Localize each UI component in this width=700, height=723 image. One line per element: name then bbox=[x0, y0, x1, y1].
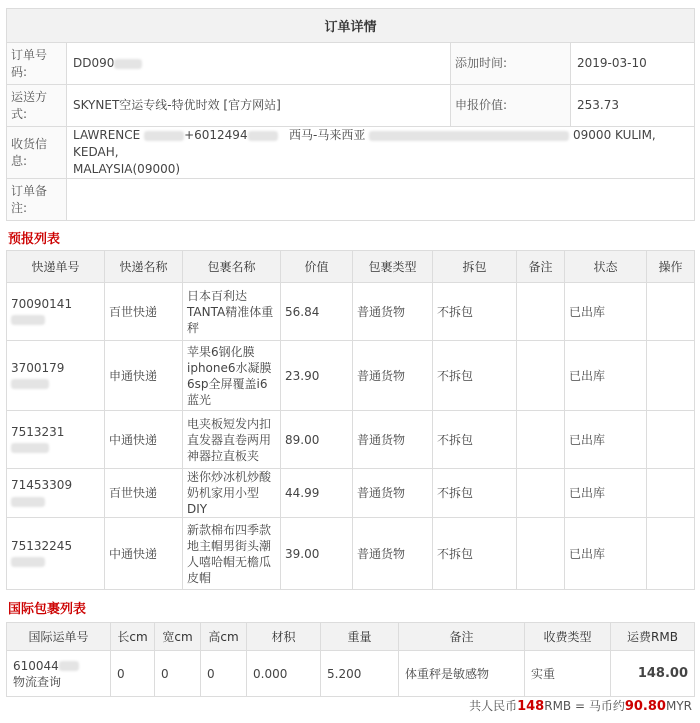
package-name-cell: 电夹板短发内扣直发器直卷两用神器拉直板夹 bbox=[183, 411, 281, 469]
type-cell: 普通货物 bbox=[353, 341, 433, 411]
status-cell: 已出库 bbox=[565, 411, 647, 469]
col-waybill: 国际运单号 bbox=[7, 623, 111, 651]
table-row bbox=[7, 283, 695, 341]
package-name-cell: 新款棉布四季款地主帽男街头潮人嘻哈帽无檐瓜皮帽 bbox=[183, 518, 281, 590]
value-cell: 39.00 bbox=[281, 518, 353, 590]
added-time-label: 添加时间: bbox=[451, 43, 571, 85]
tracking-cell bbox=[7, 411, 105, 469]
tracking-cell bbox=[7, 283, 105, 341]
tracking-cell bbox=[7, 518, 105, 590]
courier-cell: 申通快递 bbox=[105, 341, 183, 411]
col-remark: 备注 bbox=[517, 251, 565, 283]
status-cell: 已出库 bbox=[565, 283, 647, 341]
value-cell: 23.90 bbox=[281, 341, 353, 411]
prereport-title: 预报列表 bbox=[8, 232, 61, 247]
added-time-value: 2019-03-10 bbox=[571, 43, 695, 85]
action-cell bbox=[647, 283, 695, 341]
receiver-city: 09000 KULIM, KEDAH, bbox=[73, 128, 656, 159]
receiver-name: LAWRENCE bbox=[73, 128, 141, 142]
masked-text bbox=[11, 557, 45, 567]
remark-value bbox=[67, 179, 695, 221]
prereport-header-row bbox=[7, 251, 695, 283]
tracking-no: 75132245 bbox=[11, 538, 73, 553]
tracking-cell bbox=[7, 341, 105, 411]
receiver-info bbox=[67, 127, 695, 179]
remark-cell bbox=[517, 469, 565, 518]
receiver-label: 收货信息: bbox=[7, 127, 67, 179]
receiver-country: MALAYSIA(09000) bbox=[73, 162, 181, 176]
total-summary bbox=[469, 697, 692, 714]
col-width: 宽cm bbox=[155, 623, 201, 651]
intl-header-row bbox=[7, 623, 695, 651]
col-status: 状态 bbox=[565, 251, 647, 283]
status-cell: 已出库 bbox=[565, 469, 647, 518]
track-link[interactable]: 物流查询 bbox=[13, 674, 62, 689]
volume-cell: 0.000 bbox=[247, 651, 321, 697]
remark-cell bbox=[517, 411, 565, 469]
table-row bbox=[7, 469, 695, 518]
remark-cell bbox=[517, 341, 565, 411]
masked-text bbox=[11, 497, 45, 507]
col-charge-type: 收费类型 bbox=[525, 623, 611, 651]
intl-title: 国际包裹列表 bbox=[8, 602, 87, 617]
col-length: 长cm bbox=[111, 623, 155, 651]
type-cell: 普通货物 bbox=[353, 283, 433, 341]
col-tracking: 快递单号 bbox=[7, 251, 105, 283]
order-no-label: 订单号码: bbox=[7, 43, 67, 85]
summary-prefix: 共人民币 bbox=[469, 699, 518, 713]
value-cell: 44.99 bbox=[281, 469, 353, 518]
action-cell bbox=[647, 411, 695, 469]
summary-myr: 90.80 bbox=[624, 699, 666, 714]
type-cell: 普通货物 bbox=[353, 518, 433, 590]
table-row bbox=[7, 518, 695, 590]
status-cell: 已出库 bbox=[565, 341, 647, 411]
courier-cell: 中通快递 bbox=[105, 411, 183, 469]
masked-text bbox=[144, 131, 184, 141]
action-cell bbox=[647, 469, 695, 518]
unpack-cell: 不拆包 bbox=[433, 341, 517, 411]
col-action: 操作 bbox=[647, 251, 695, 283]
remark-cell: 体重秤是敏感物 bbox=[399, 651, 525, 697]
courier-cell: 百世快递 bbox=[105, 283, 183, 341]
table-row bbox=[7, 341, 695, 411]
intl-package-table bbox=[6, 622, 695, 697]
col-weight: 重量 bbox=[321, 623, 399, 651]
height-cell: 0 bbox=[201, 651, 247, 697]
masked-text bbox=[114, 59, 142, 69]
value-cell: 89.00 bbox=[281, 411, 353, 469]
masked-text bbox=[59, 661, 79, 671]
receiver-region: 西马-马来西亚 bbox=[289, 128, 366, 142]
tracking-no: 71453309 bbox=[11, 478, 73, 492]
shipping-method-value: SKYNET空运专线-特优时效 [官方网站] bbox=[67, 85, 451, 127]
summary-mid: RMB = 马币约 bbox=[544, 699, 625, 713]
charge-type-cell: 实重 bbox=[525, 651, 611, 697]
value-cell: 56.84 bbox=[281, 283, 353, 341]
remark-cell bbox=[517, 283, 565, 341]
courier-cell: 百世快递 bbox=[105, 469, 183, 518]
unpack-cell: 不拆包 bbox=[433, 411, 517, 469]
col-remark: 备注 bbox=[399, 623, 525, 651]
col-fee: 运费RMB bbox=[611, 623, 695, 651]
type-cell: 普通货物 bbox=[353, 469, 433, 518]
masked-text bbox=[11, 379, 49, 389]
tracking-no: 7513231 bbox=[11, 424, 65, 439]
unpack-cell: 不拆包 bbox=[433, 469, 517, 518]
unpack-cell: 不拆包 bbox=[433, 283, 517, 341]
length-cell: 0 bbox=[111, 651, 155, 697]
order-detail-title: 订单详情 bbox=[7, 9, 695, 43]
action-cell bbox=[647, 341, 695, 411]
col-package-type: 包裹类型 bbox=[353, 251, 433, 283]
tracking-cell bbox=[7, 469, 105, 518]
package-name-cell: 苹果6钢化膜iphone6水凝膜6sp全屏覆盖i6蓝光 bbox=[183, 341, 281, 411]
type-cell: 普通货物 bbox=[353, 411, 433, 469]
remark-cell bbox=[517, 518, 565, 590]
summary-rmb: 148 bbox=[517, 699, 545, 714]
masked-text bbox=[11, 315, 45, 325]
col-courier: 快递名称 bbox=[105, 251, 183, 283]
col-volume: 材积 bbox=[247, 623, 321, 651]
unpack-cell: 不拆包 bbox=[433, 518, 517, 590]
waybill-cell bbox=[7, 651, 111, 697]
col-package-name: 包裹名称 bbox=[183, 251, 281, 283]
masked-text bbox=[248, 131, 278, 141]
tracking-no: 3700179 bbox=[11, 360, 65, 375]
weight-cell: 5.200 bbox=[321, 651, 399, 697]
col-height: 高cm bbox=[201, 623, 247, 651]
courier-cell: 中通快递 bbox=[105, 518, 183, 590]
declared-value: 253.73 bbox=[571, 85, 695, 127]
masked-text bbox=[11, 443, 49, 453]
order-no-value: DD090 bbox=[73, 56, 115, 70]
status-cell: 已出库 bbox=[565, 518, 647, 590]
fee-cell: 148.00 bbox=[611, 651, 695, 697]
width-cell: 0 bbox=[155, 651, 201, 697]
prereport-table bbox=[6, 250, 695, 590]
shipping-label: 运送方式: bbox=[7, 85, 67, 127]
declared-label: 申报价值: bbox=[451, 85, 571, 127]
col-value: 价值 bbox=[281, 251, 353, 283]
tracking-no: 70090141 bbox=[11, 296, 73, 311]
receiver-phone: +6012494 bbox=[184, 128, 248, 142]
table-row bbox=[7, 411, 695, 469]
summary-suffix: MYR bbox=[665, 699, 692, 713]
remark-label: 订单备注: bbox=[7, 179, 67, 221]
order-no-cell bbox=[67, 43, 451, 85]
package-name-cell: 日本百利达TANTA精准体重秤 bbox=[183, 283, 281, 341]
col-unpack: 拆包 bbox=[433, 251, 517, 283]
action-cell bbox=[647, 518, 695, 590]
table-row bbox=[7, 651, 695, 697]
masked-text bbox=[369, 131, 569, 141]
waybill-no: 610044 bbox=[13, 658, 59, 673]
order-detail-table bbox=[6, 8, 695, 221]
package-name-cell: 迷你炒冰机炒酸奶机家用小型DIY bbox=[183, 469, 281, 518]
